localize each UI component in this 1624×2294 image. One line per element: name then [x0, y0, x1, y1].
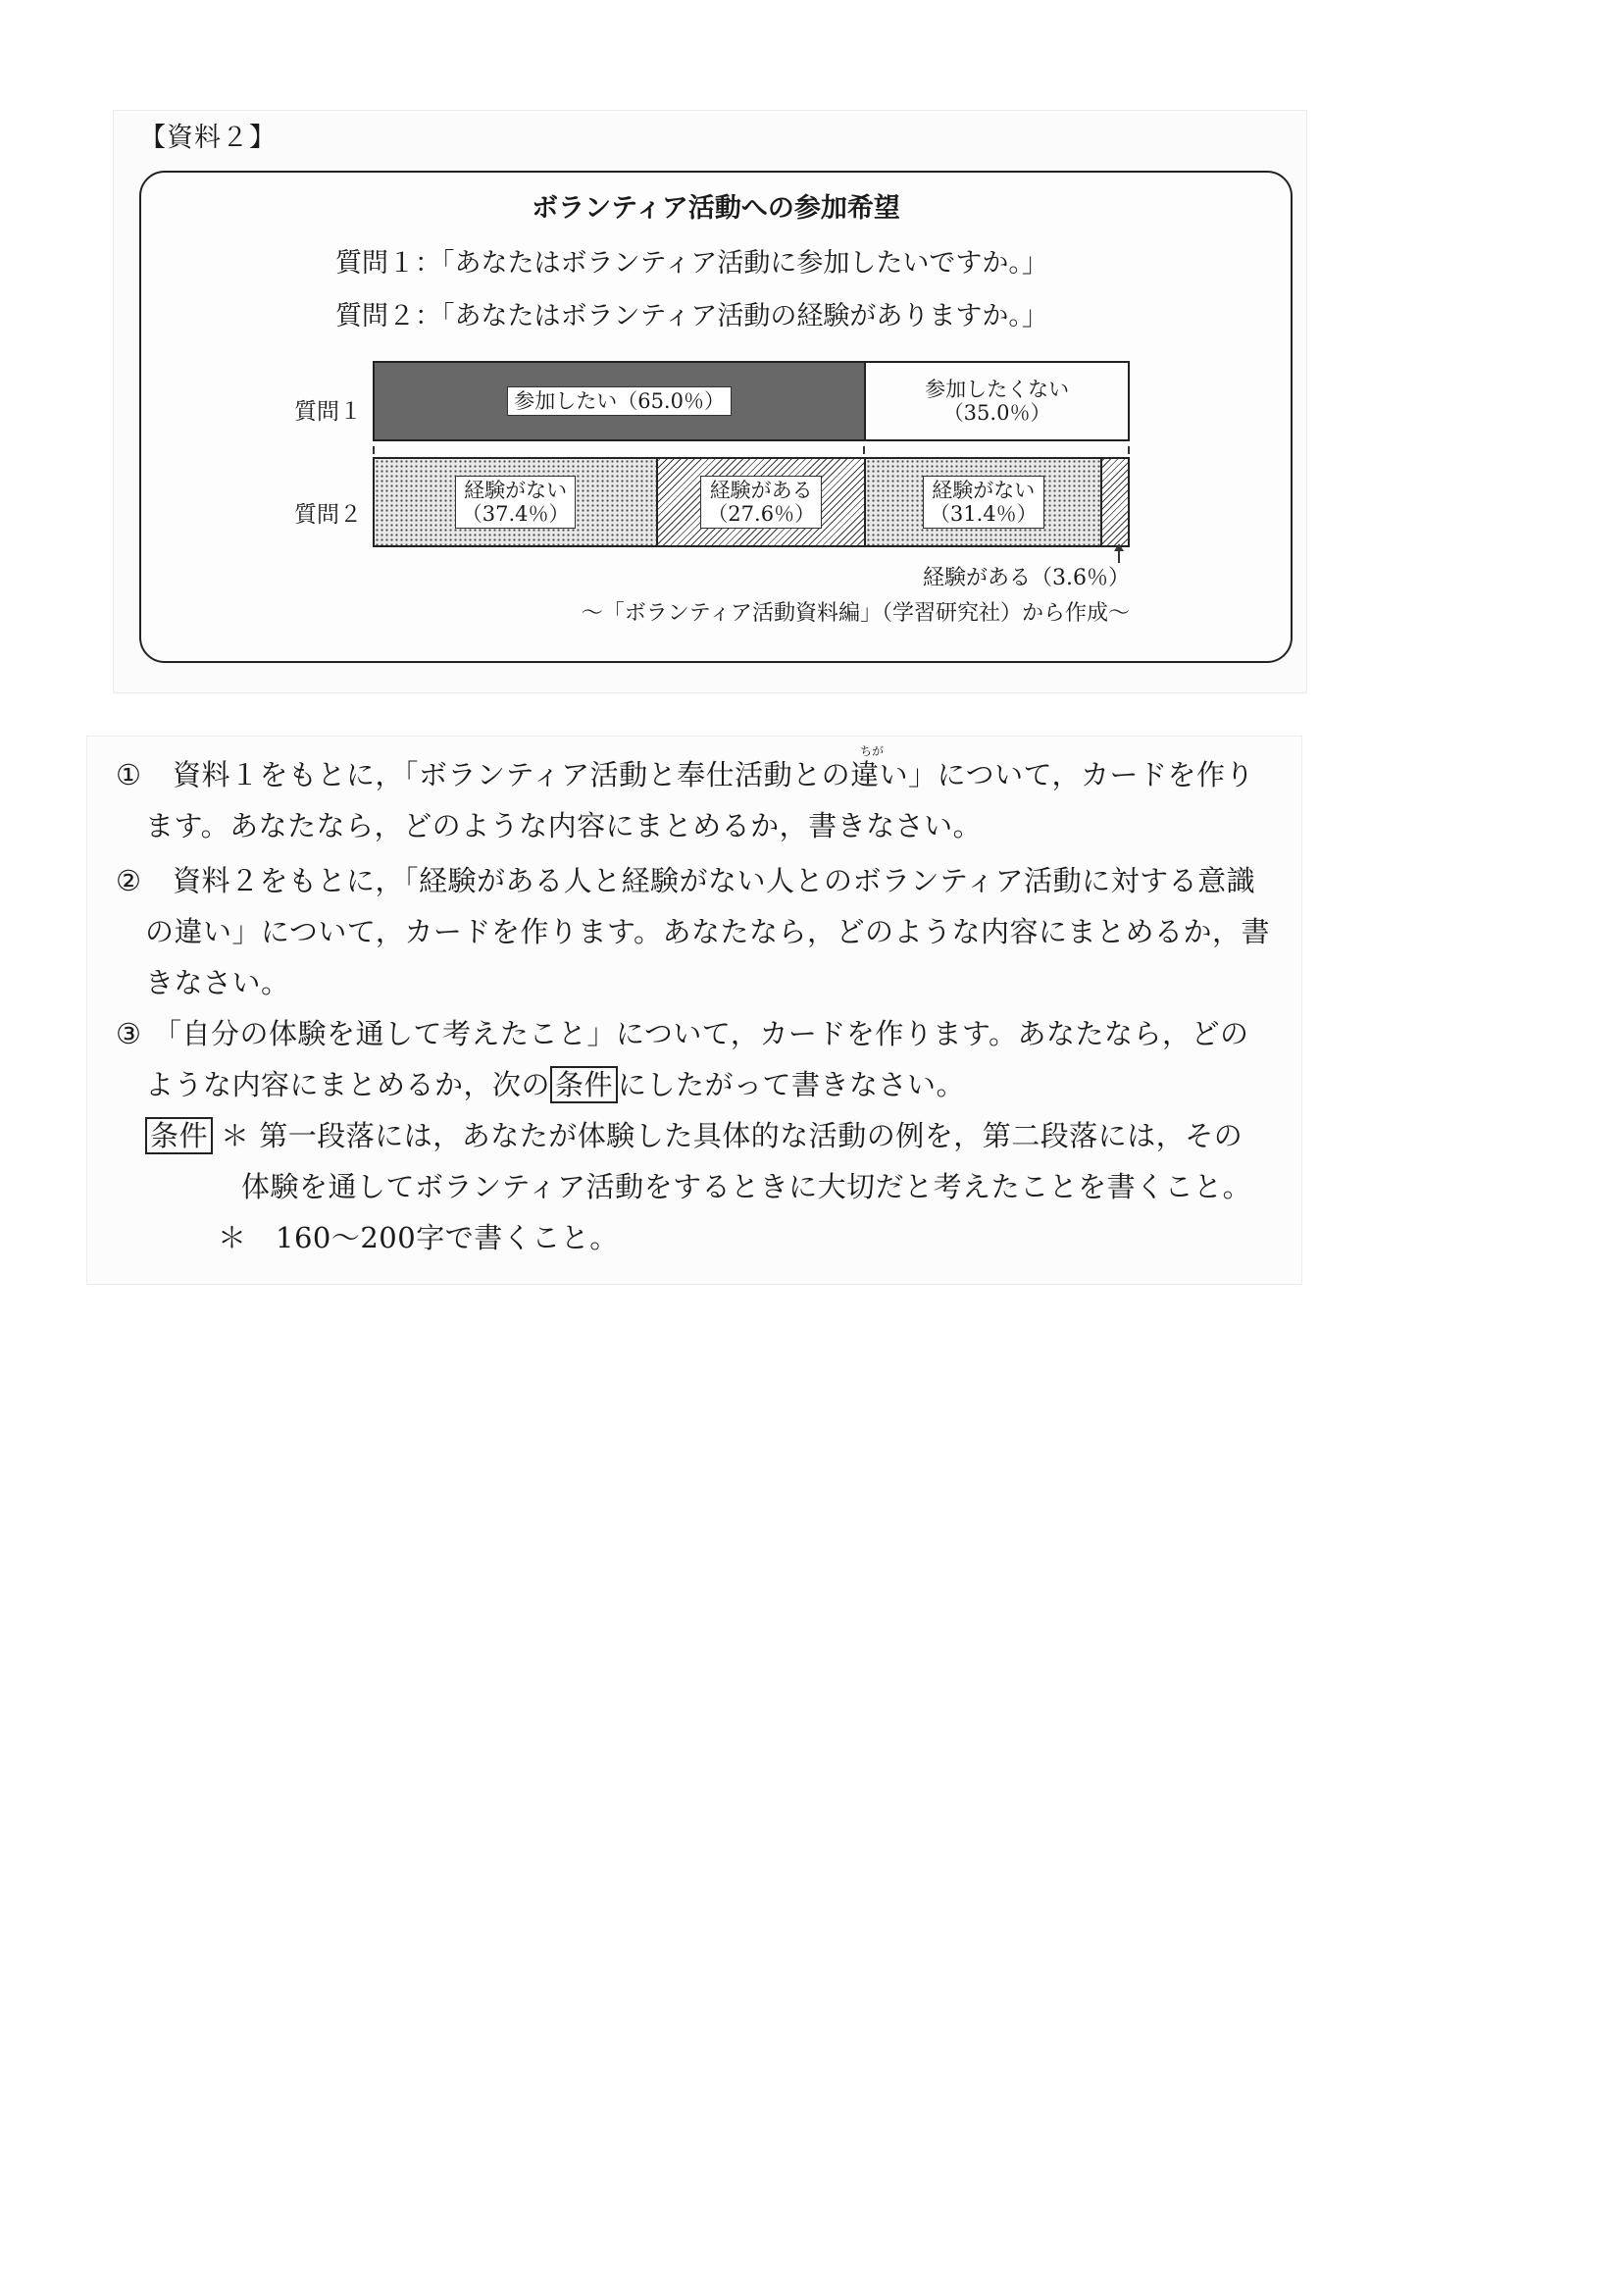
question-text: にしたがって書きなさい。 — [618, 1068, 966, 1101]
question-text: 「自分の体験を通して考えたこと」について，カードを作ります。あなたなら，どの — [153, 1017, 1249, 1050]
question-item-1 — [116, 753, 1254, 793]
bar-segment — [656, 459, 864, 545]
bar-segment — [864, 363, 1128, 439]
segment-label: 経験がない （37.4％） — [455, 476, 577, 529]
condition-boxed-word: 条件 — [550, 1066, 618, 1103]
furigana-chiga: ちが — [860, 744, 885, 758]
question-item-2-cont: きなさい。 — [145, 966, 290, 999]
condition-item-1 — [145, 1114, 1243, 1154]
bar-segment — [1100, 459, 1128, 545]
question-item-1-cont: ます。あなたなら，どのような内容にまとめるか，書きなさい。 — [145, 809, 983, 842]
question-2-text: 質問２：「あなたはボランティア活動の経験がありますか。」 — [335, 301, 1048, 331]
segment-label: 経験がない （31.4％） — [923, 476, 1044, 529]
question-item-3 — [116, 1012, 1249, 1052]
question-number: ① — [116, 758, 142, 791]
row-label-q2: 質問２ — [294, 502, 362, 528]
material-label: 【資料２】 — [139, 123, 277, 153]
segment-label: 参加したくない （35.0％） — [925, 377, 1070, 425]
q1-stacked-bar — [373, 361, 1130, 441]
bar-segment — [864, 459, 1100, 545]
figure-source: 〜「ボランティア活動資料編」（学習研究社）から作成〜 — [581, 601, 1130, 626]
condition-label: 条件 — [145, 1117, 213, 1154]
question-number: ② — [116, 864, 142, 897]
question-number: ③ — [116, 1017, 142, 1050]
q2-stacked-bar — [373, 457, 1130, 547]
axis-tick — [1128, 446, 1130, 454]
question-text: ような内容にまとめるか，次の — [145, 1068, 551, 1101]
bar-segment — [375, 363, 864, 439]
bar-segment — [375, 459, 656, 545]
question-text: 資料１をもとに，「ボランティア活動と奉仕活動との違い」について，カードを作り — [173, 758, 1255, 791]
figure-title: ボランティア活動への参加希望 — [532, 193, 900, 224]
condition-text: ＊ 第一段落には，あなたが体験した具体的な活動の例を，第二段落には，その — [221, 1119, 1243, 1152]
question-item-3-cont — [145, 1063, 965, 1103]
row-label-q1: 質問１ — [294, 399, 362, 425]
axis-tick — [863, 446, 865, 454]
condition-item-1-cont: 体験を通してボランティア活動をするときに大切だと考えたことを書くこと。 — [241, 1170, 1252, 1203]
axis-tick — [373, 446, 375, 454]
segment-label: 経験がある （27.6％） — [700, 476, 822, 529]
question-1-text: 質問１：「あなたはボランティア活動に参加したいですか。」 — [335, 248, 1048, 279]
question-item-2 — [116, 859, 1255, 899]
question-item-2-cont: の違い」について，カードを作ります。あなたなら，どのような内容にまとめるか，書 — [145, 915, 1271, 948]
question-text: 資料２をもとに，「経験がある人と経験がない人とのボランティア活動に対する意識 — [173, 864, 1256, 897]
callout-label: 経験がある（3.6％） — [923, 566, 1130, 590]
condition-item-2: ＊ 160〜200字で書くこと。 — [218, 1221, 619, 1254]
segment-label: 参加したい（65.0％） — [507, 386, 732, 416]
